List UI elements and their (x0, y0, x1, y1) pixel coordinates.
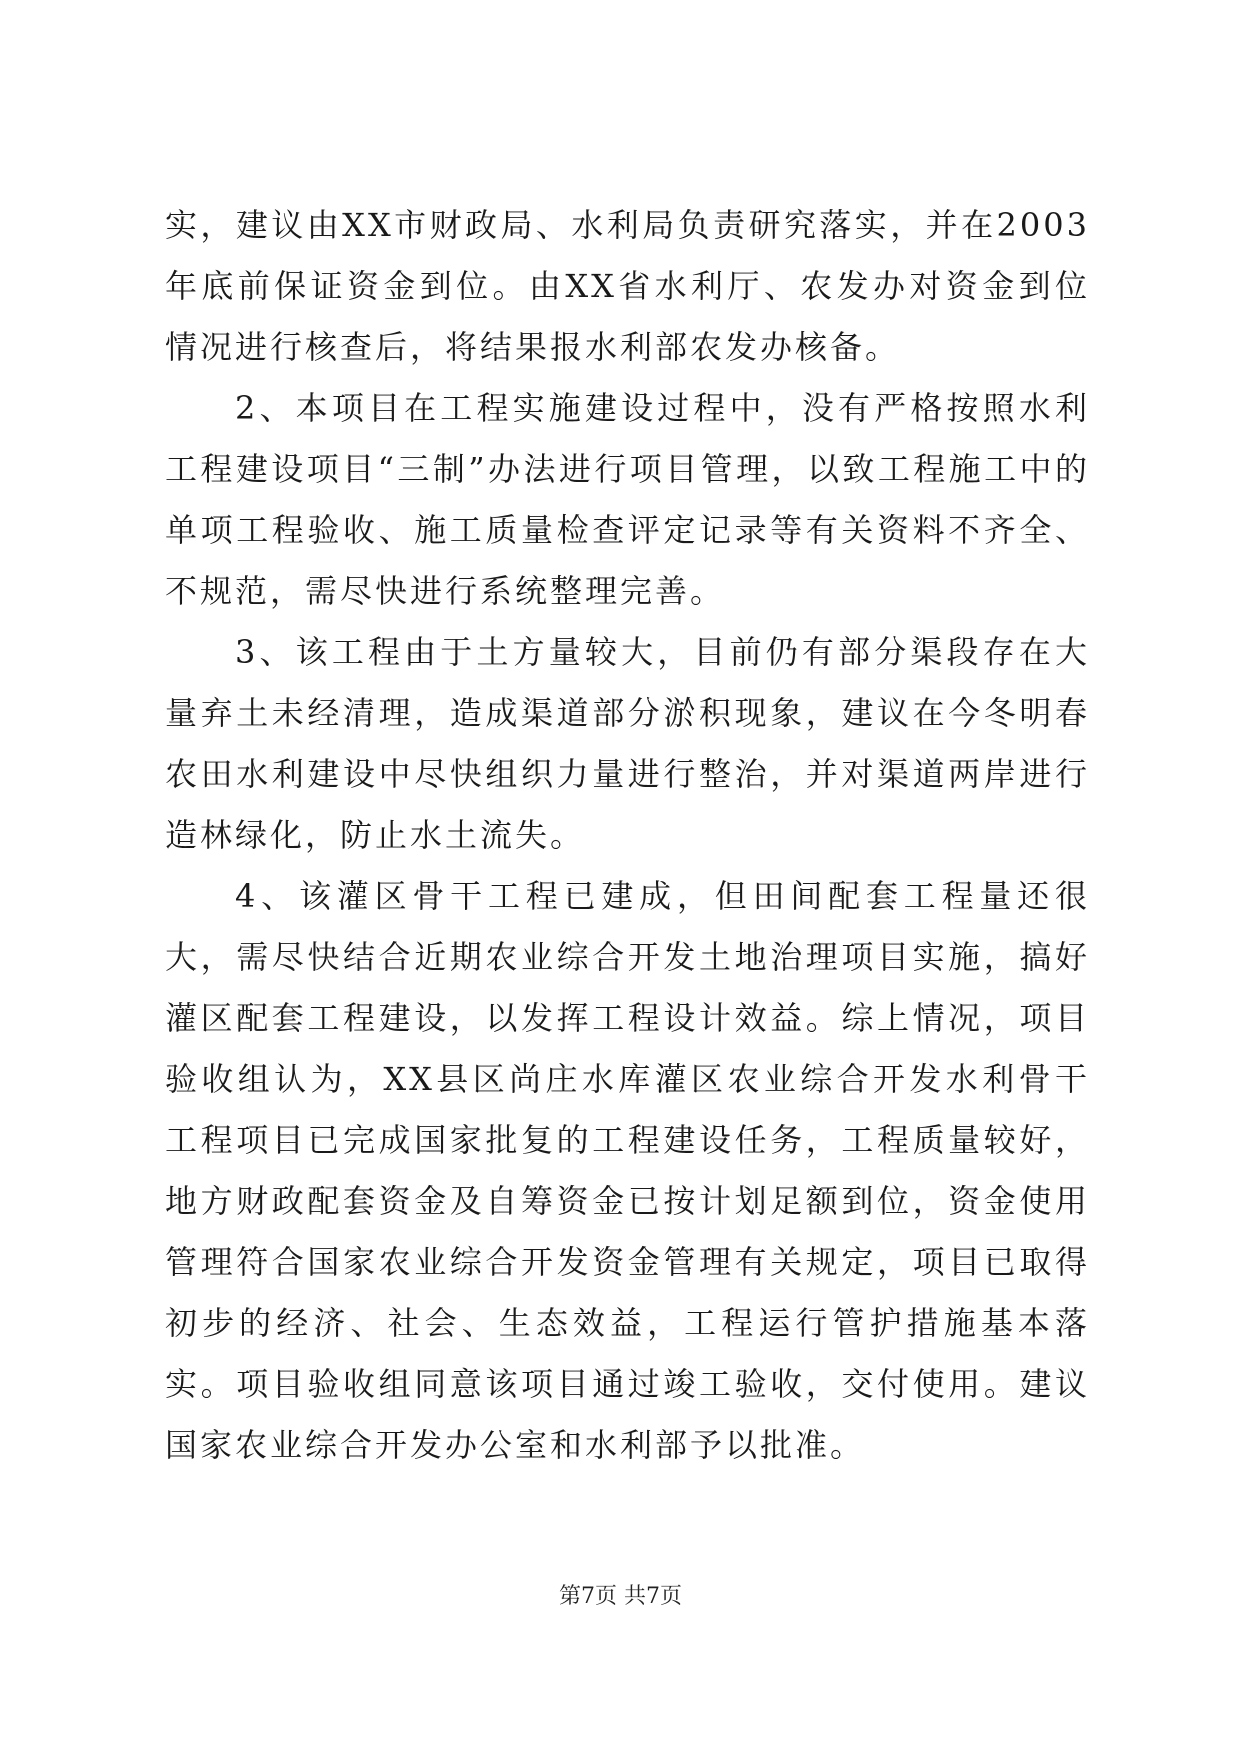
paragraph-item-2: 2、本项目在工程实施建设过程中，没有严格按照水利工程建设项目“三制”办法进行项目管理，以致工程施工中的单项工程验收、施工质量检查评定记录等有关资料不齐全、不规范，需尽快进行系统整理完善。 (165, 389, 1090, 610)
document-body (165, 195, 1090, 1476)
paragraph-item-3: 3、该工程由于土方量较大，目前仍有部分渠段存在大量弃土未经清理，造成渠道部分淤积现象，建议在今冬明春农田水利建设中尽快组织力量进行整治，并对渠道两岸进行造林绿化，防止水土流失。 (165, 633, 1090, 854)
paragraph-item-4: 4、该灌区骨干工程已建成，但田间配套工程量还很大，需尽快结合近期农业综合开发土地治理项目实施，搞好灌区配套工程建设，以发挥工程设计效益。综上情况，项目验收组认为，XX县区尚庄水库灌区农业综合开发水利骨干工程项目已完成国家批复的工程建设任务，工程质量较好，地方财政配套资金及自筹资金已按计划足额到位，资金使用管理符合国家农业综合开发资金管理有关规定，项目已取得初步的经济、社会、生态效益，工程运行管护措施基本落实。项目验收组同意该项目通过竣工验收，交付使用。建议国家农业综合开发办公室和水利部予以批准。 (165, 877, 1090, 1464)
page-number-footer: 第7页 共7页 (559, 1584, 682, 1609)
paragraph-continuation: 实，建议由XX市财政局、水利局负责研究落实，并在2003年底前保证资金到位。由XX省水利厅、农发办对资金到位情况进行核查后，将结果报水利部农发办核备。 (165, 206, 1090, 366)
